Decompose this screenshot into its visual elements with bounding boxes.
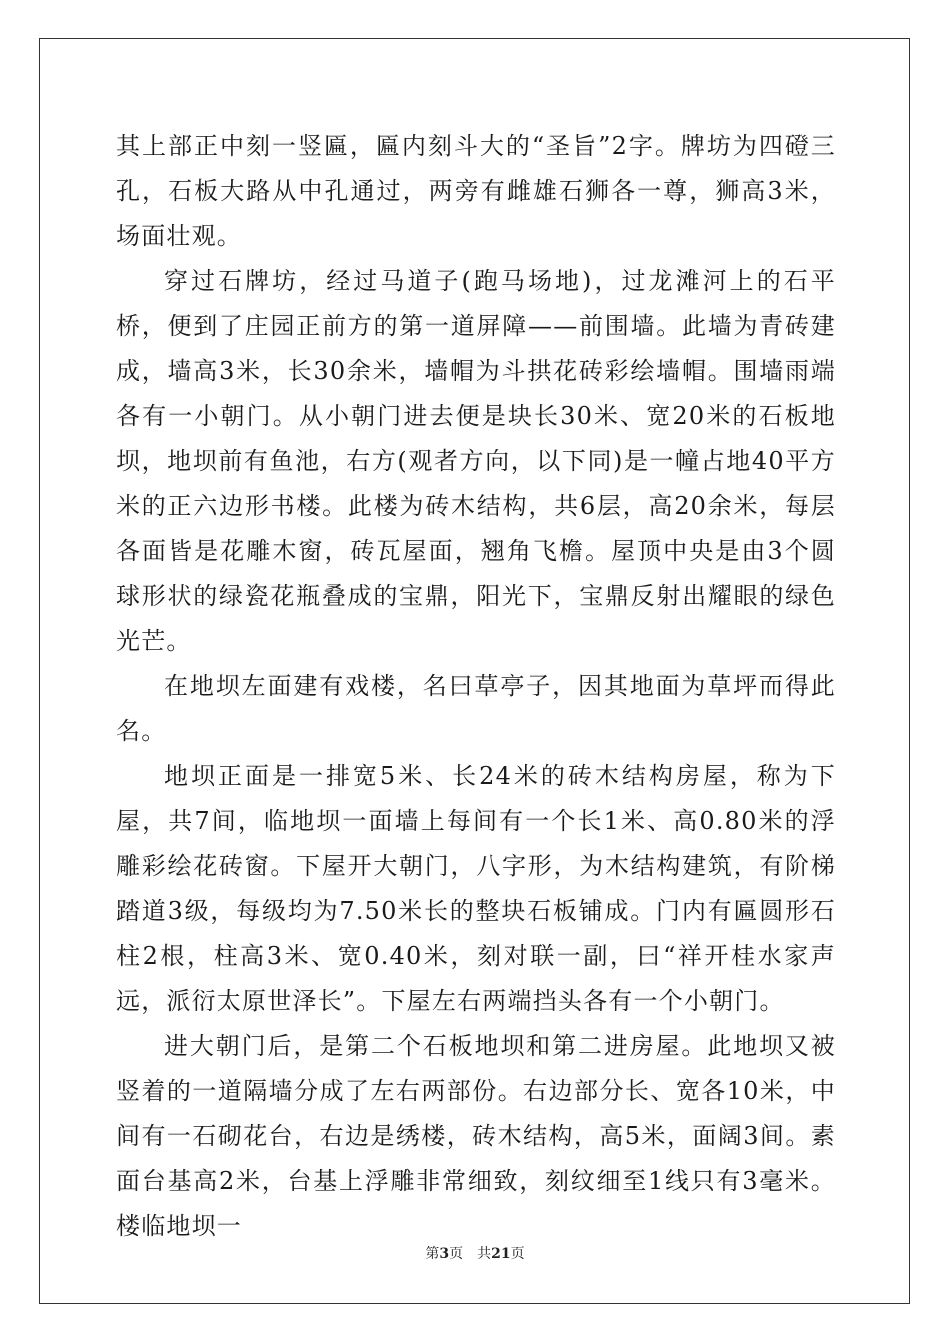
footer-total-prefix: 共 (477, 1246, 492, 1262)
footer-page-current: 3 (439, 1246, 450, 1262)
document-body (116, 124, 836, 1249)
footer-total-suffix: 页 (510, 1246, 525, 1262)
paragraph-5: 进大朝门后，是第二个石板地坝和第二进房屋。此地坝又被竖着的一道隔墙分成了左右两部份。右边部分长、宽各10米，中间有一石砌花台，右边是绣楼，砖木结构，高5米，面阔3间。素面台基高2米，台基上浮雕非常细致，刻纹细至1线只有3毫米。楼临地坝一 (116, 1032, 836, 1240)
paragraph-2: 穿过石牌坊，经过马道子(跑马场地)，过龙滩河上的石平桥，便到了庄园正前方的第一道屏障——前围墙。此墙为青砖建成，墙高3米，长30余米，墙帽为斗拱花砖彩绘墙帽。围墙雨端各有一小朝门。从小朝门进去便是块长30米、宽20米的石板地坝，地坝前有鱼池，右方(观者方向，以下同)是一幢占地40平方米的正六边形书楼。此楼为砖木结构，共6层，高20余米，每层各面皆是花雕木窗，砖瓦屋面，翘角飞檐。屋顶中央是由3个圆球形状的绿瓷花瓶叠成的宝鼎，阳光下，宝鼎反射出耀眼的绿色光芒。 (116, 267, 836, 655)
paragraph-4: 地坝正面是一排宽5米、长24米的砖木结构房屋，称为下屋，共7间，临地坝一面墙上每间有一个长1米、高0.80米的浮雕彩绘花砖窗。下屋开大朝门，八字形，为木结构建筑，有阶梯踏道3级，每级均为7.50米长的整块石板铺成。门内有匾圆形石柱2根，柱高3米、宽0.40米，刻对联一副，曰“祥开桂水家声远，派衍太原世泽长”。下屋左右两端挡头各有一个小朝门。 (116, 762, 836, 1015)
paragraph-3: 在地坝左面建有戏楼，名曰草亭子，因其地面为草坪而得此名。 (116, 672, 836, 745)
footer-page-prefix: 第 (425, 1246, 440, 1262)
paragraph-1: 其上部正中刻一竖匾，匾内刻斗大的“圣旨”2字。牌坊为四磴三孔，石板大路从中孔通过，两旁有雌雄石狮各一尊，狮高3米，场面壮观。 (116, 132, 836, 250)
footer-page-total: 21 (491, 1246, 511, 1262)
page-footer (0, 1243, 950, 1263)
footer-page-suffix: 页 (449, 1246, 464, 1262)
